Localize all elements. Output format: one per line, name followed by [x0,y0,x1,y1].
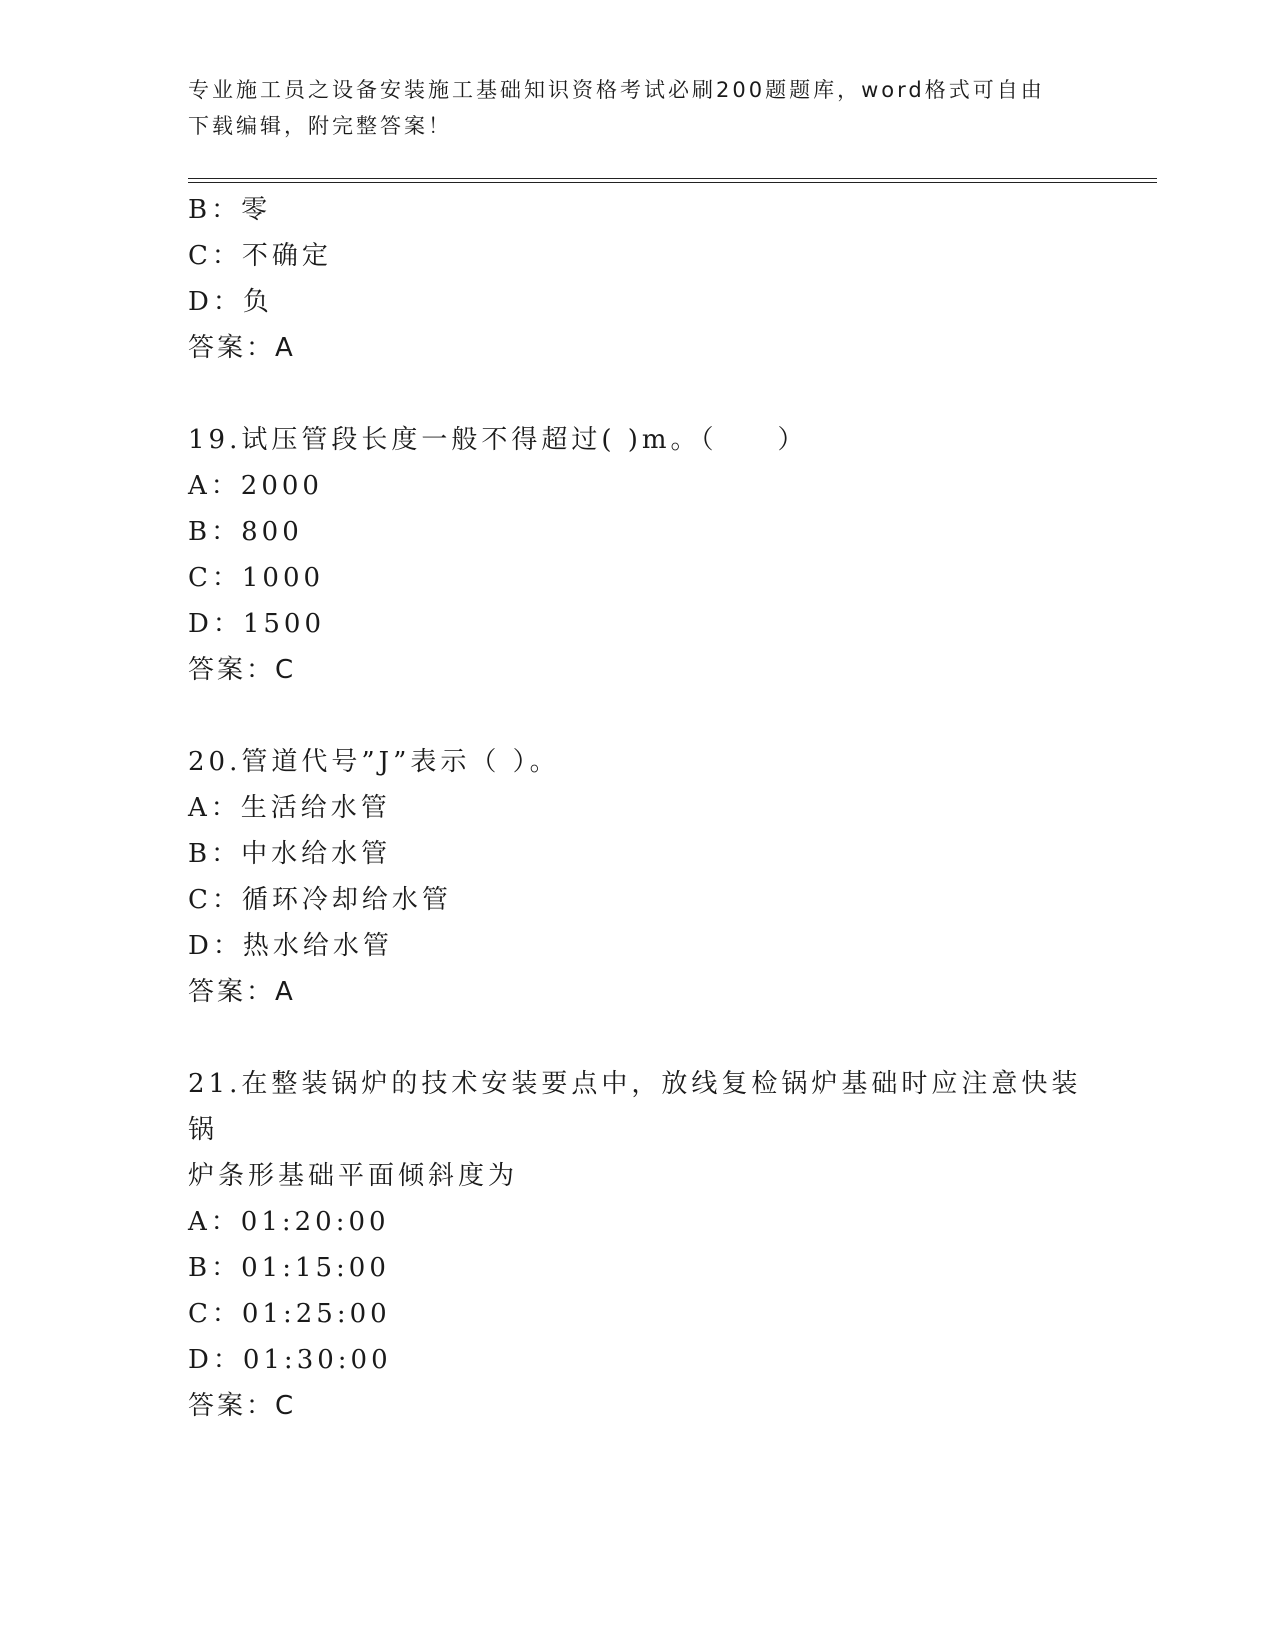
answer: 答案：A [188,333,296,363]
option-c: C：循环冷却给水管 [188,885,452,915]
answer: 答案：C [188,655,297,685]
question-title [188,1061,1088,1199]
option-d: D：1500 [188,609,326,639]
option-c: C：1000 [188,563,325,593]
question-20 [188,739,1118,1015]
question-title-line-2: 炉条形基础平面倾斜度为 [188,1161,519,1191]
question-18-tail [188,187,1118,371]
question-title-line-1: 21.在整装锅炉的技术安装要点中，放线复检锅炉基础时应注意快装锅 [188,1069,1082,1145]
option-a: A：01:20:00 [188,1207,390,1237]
question-19 [188,417,1118,693]
option-a: A：生活给水管 [188,793,391,823]
header-line-1: 专业施工员之设备安装施工基础知识资格考试必刷200题题库，word格式可自由 [188,78,1045,102]
option-a: A：2000 [188,471,323,501]
option-d: D：热水给水管 [188,931,393,961]
question-title: 19.试压管段长度一般不得超过( )m。（ ） [188,425,808,455]
question-title: 20.管道代号”J”表示（ ）。 [188,747,560,777]
option-b: B：零 [188,195,272,225]
answer: 答案：A [188,977,296,1007]
option-b: B：中水给水管 [188,839,392,869]
option-d: D：负 [188,287,273,317]
option-b: B：800 [188,517,303,547]
option-c: C：不确定 [188,241,332,271]
question-21 [188,1061,1118,1429]
answer: 答案：C [188,1391,297,1421]
option-d: D：01:30:00 [188,1345,392,1375]
header-divider [188,178,1157,183]
header-line-2: 下载编辑，附完整答案！ [188,114,452,138]
document-header [188,72,1068,144]
option-c: C：01:25:00 [188,1299,391,1329]
question-list [188,187,1118,1429]
option-b: B：01:15:00 [188,1253,390,1283]
